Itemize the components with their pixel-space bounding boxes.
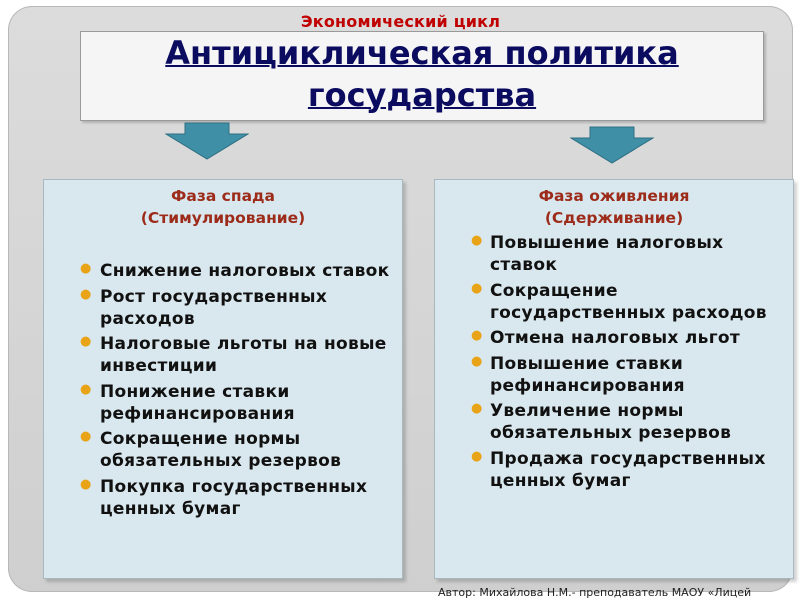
- list-item: ● Рост государственных расходов: [80, 286, 328, 329]
- panel-title: [44, 185, 402, 229]
- recession-phase-panel: [43, 179, 403, 579]
- list-item: ● Налоговые льготы на новые инвестиции: [80, 334, 387, 376]
- bullet-dot-icon: ●: [80, 286, 92, 302]
- bullet-dot-icon: ●: [471, 328, 483, 343]
- bullet-dot-icon: ●: [80, 429, 92, 444]
- bullet-dot-icon: ●: [80, 261, 92, 276]
- bullet-dot-icon: ●: [80, 381, 92, 397]
- title-box: [80, 31, 764, 121]
- page-title-line-1: Антициклическая политика: [165, 34, 679, 72]
- arrow-down-icon: [165, 122, 249, 160]
- list-item: ● Снижение налоговых ставок: [80, 261, 390, 281]
- list-item: ● Понижение ставки рефинансирования: [80, 381, 295, 424]
- page-title-line-2: государства: [307, 76, 537, 114]
- bullet-dot-icon: ●: [471, 280, 483, 296]
- slide-frame: [8, 6, 793, 592]
- list-item: ● Повышение ставки рефинансирования: [471, 353, 685, 396]
- list-item: ● Продажа государственных ценных бумаг: [471, 448, 766, 491]
- recovery-phase-panel: [434, 179, 794, 579]
- list-item: ● Сокращение нормы обязательных резервов: [80, 429, 342, 471]
- panel-title-line-2: (Стимулирование): [140, 209, 306, 227]
- bullet-dot-icon: ●: [471, 401, 483, 416]
- bullet-dot-icon: ●: [80, 334, 92, 349]
- author-footer: Автор: Михайлова Н.М.- преподаватель МАОУ «Лицей: [438, 586, 752, 599]
- bullet-dot-icon: ●: [471, 448, 483, 464]
- arrow-down-icon: [570, 126, 654, 164]
- list-item: ● Увеличение нормы обязательных резервов: [471, 401, 732, 443]
- supertitle: Экономический цикл: [300, 12, 501, 31]
- bullet-dot-icon: ●: [471, 353, 483, 369]
- measures-list: [435, 232, 793, 495]
- list-item: ● Покупка государственных ценных бумаг: [80, 476, 368, 519]
- list-item: ● Сокращение государственных расходов: [471, 280, 767, 323]
- panel-title-line-2: (Сдерживание): [544, 209, 684, 227]
- bullet-dot-icon: ●: [80, 476, 92, 492]
- list-item: ● Повышение налоговых ставок: [471, 233, 724, 275]
- panel-title-line-1: Фаза оживления: [538, 187, 690, 205]
- list-item: ● Отмена налоговых льгот: [471, 328, 741, 348]
- bullet-dot-icon: ●: [471, 233, 483, 248]
- panel-title: [435, 185, 793, 229]
- measures-list: [44, 260, 402, 523]
- panel-title-line-1: Фаза спада: [170, 187, 276, 205]
